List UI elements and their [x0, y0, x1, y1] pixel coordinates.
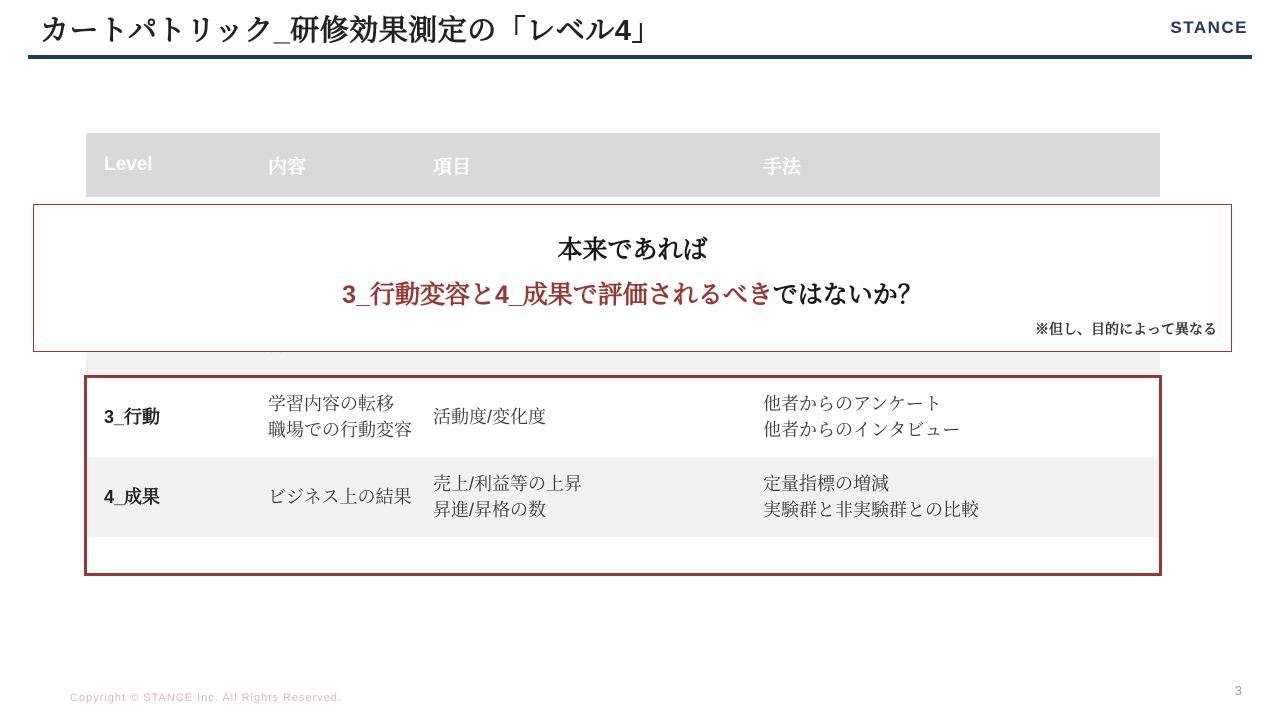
callout-line-1: 本来であれば [557, 236, 708, 264]
callout-accent-text: 3_行動変容と4_成果で評価されるべき [342, 281, 773, 309]
cell-method: 定量指標の増減 実験群と非実験群との比較 [763, 474, 979, 521]
header-divider [28, 55, 1252, 59]
cell-content: 学習内容の転移 職場での行動変容 [268, 394, 412, 441]
cell-level: 4_成果 [104, 487, 161, 508]
callout-note: ※但し、目的によって異なる [1035, 321, 1217, 337]
brand-logo: STANCE [1170, 18, 1248, 37]
cell-item: 売上/利益等の上昇 昇進/昇格の数 [433, 474, 583, 521]
cell-level: 3_行動 [104, 407, 161, 428]
page-number: 3 [1234, 683, 1242, 698]
column-header-level: Level [86, 133, 250, 197]
cell-method: 他者からのアンケート 他者からのインタビュー [763, 394, 961, 441]
slide-header [0, 0, 1280, 56]
table-row [86, 377, 1160, 457]
cell-content: ビジネス上の結果 [268, 487, 412, 508]
table-row [86, 457, 1160, 537]
callout-tail-text: ではないか？ [772, 281, 923, 309]
cell-item: 活動度/変化度 [433, 407, 547, 428]
column-header-method: 手法 [745, 133, 1160, 197]
table-header-row [86, 133, 1160, 197]
page-title: カートパトリック_研修効果測定の「レベル4」 [40, 15, 661, 47]
callout-box [33, 204, 1232, 352]
callout-line-2 [34, 275, 1231, 311]
column-header-content: 内容 [250, 133, 415, 197]
copyright-text: Copyright © STANCE Inc. All Rights Reserved. [70, 692, 342, 704]
column-header-item: 項目 [415, 133, 745, 197]
